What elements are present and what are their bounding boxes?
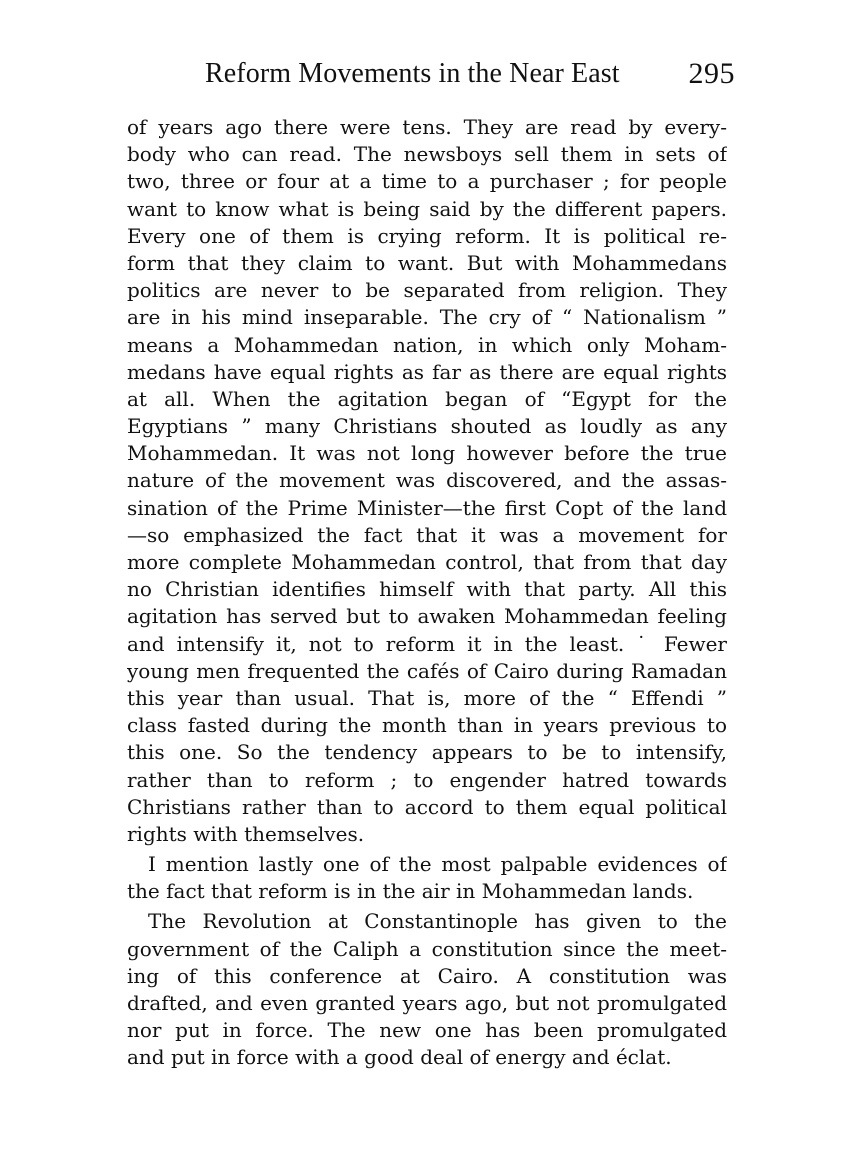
text-line: no Christian identifies himself with that party. All this xyxy=(127,577,727,602)
text-line: want to know what is being said by the different papers. xyxy=(127,196,727,221)
text-line: Christians rather than to accord to them equal political xyxy=(127,794,727,819)
text-line: The Revolution at Constantinople has given to the xyxy=(148,909,727,934)
text-line: class fasted during the month than in years previous to xyxy=(127,713,727,738)
text-line: are in his mind inseparable. The cry of “ Nationalism ” xyxy=(127,305,727,330)
text-line: form that they claim to want. But with Mohammedans xyxy=(127,250,727,275)
text-line: young men frequented the cafés of Cairo during Ramadan xyxy=(127,658,727,683)
text-line: agitation has served but to awaken Mohammedan feeling xyxy=(127,604,727,629)
text-line: the fact that reform is in the air in Mohammedan lands. xyxy=(127,879,694,904)
text-line: sination of the Prime Minister—the first Copt of the land xyxy=(127,495,727,520)
text-line: nor put in force. The new one has been promulgated xyxy=(127,1018,727,1043)
text-line: I mention lastly one of the most palpable evidences of xyxy=(148,852,727,877)
text-line: Egyptians ” many Christians shouted as loudly as any xyxy=(127,414,727,439)
paragraph-1 xyxy=(127,114,727,848)
text-line: rather than to reform ; to engender hatred towards xyxy=(127,767,727,792)
text-line: politics are never to be separated from religion. They xyxy=(127,278,727,303)
paragraph-3 xyxy=(127,908,727,1071)
text-line: and put in force with a good deal of energy and éclat. xyxy=(127,1045,672,1070)
page-number: 295 xyxy=(688,57,735,90)
text-line: this one. So the tendency appears to be to intensify, xyxy=(127,740,727,765)
text-line: government of the Caliph a constitution since the meet- xyxy=(127,936,727,961)
text-line: this year than usual. That is, more of the “ Effendi ” xyxy=(127,685,727,710)
paragraph-2 xyxy=(127,851,727,905)
text-line: and intensify it, not to reform it in the least. ˙ Fewer xyxy=(127,631,727,656)
text-line: Every one of them is crying reform. It is political re- xyxy=(127,223,727,248)
text-line: nature of the movement was discovered, and the assas- xyxy=(127,468,727,493)
body-text xyxy=(127,114,727,1072)
running-title: Reform Movements in the Near East xyxy=(205,58,620,89)
text-line: at all. When the agitation began of “Egypt for the xyxy=(127,386,727,411)
text-line: rights with themselves. xyxy=(127,821,365,846)
text-line: —so emphasized the fact that it was a movement for xyxy=(127,522,727,547)
text-line: drafted, and even granted years ago, but not promulgated xyxy=(127,991,727,1015)
running-head xyxy=(205,56,735,92)
text-line: more complete Mohammedan control, that from that day xyxy=(127,550,727,574)
text-line: ing of this conference at Cairo. A constitution was xyxy=(127,963,727,988)
text-line: Mohammedan. It was not long however before the true xyxy=(127,441,727,466)
text-line: two, three or four at a time to a purchaser ; for people xyxy=(127,169,727,194)
text-line: of years ago there were tens. They are read by every- xyxy=(127,115,727,139)
text-line: medans have equal rights as far as there are equal rights xyxy=(127,359,727,384)
text-line: body who can read. The newsboys sell them in sets of xyxy=(127,142,727,167)
text-line: means a Mohammedan nation, in which only Moham- xyxy=(127,332,727,357)
